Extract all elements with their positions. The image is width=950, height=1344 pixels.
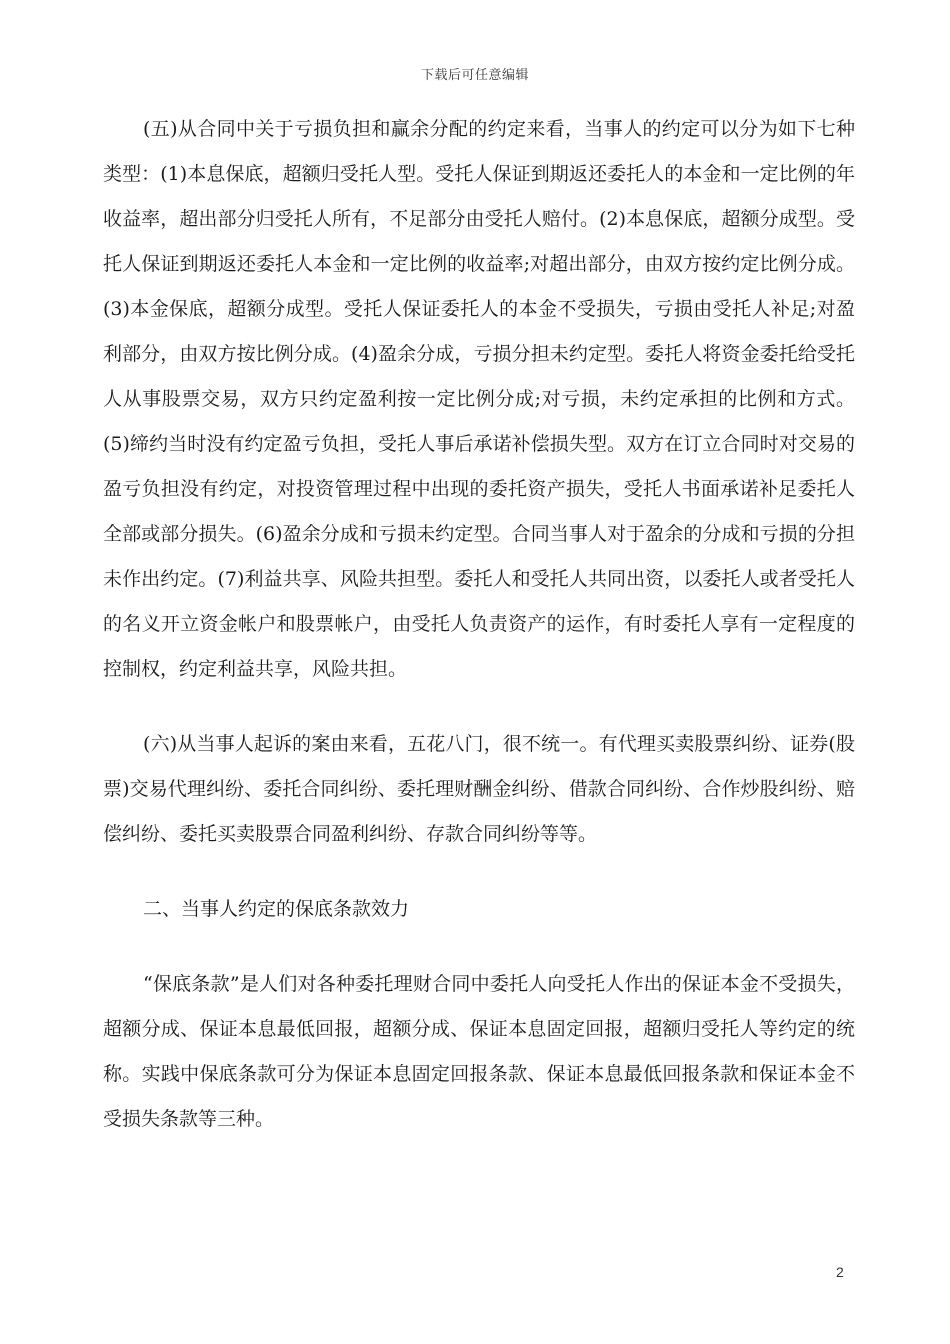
paragraph-case-causes: (六)从当事人起诉的案由来看，五花八门，很不统一。有代理买卖股票纠纷、证券(股票)交易代理纠纷、委托合同纠纷、委托理财酬金纠纷、借款合同纠纷、合作炒股纠纷、赔偿纠纷、委托买卖股票合同盈利纠纷、存款合同纠纷等等。 <box>103 733 855 845</box>
page-header: 下载后可任意编辑 <box>420 68 529 83</box>
paragraph-guarantee-clause: “保底条款”是人们对各种委托理财合同中委托人向受托人作出的保证本金不受损失，超额分成、保证本息最低回报，超额分成、保证本息固定回报，超额归受托人等约定的统称。实践中保底条款可分为保证本息固定回报条款、保证本息最低回报条款和保证本金不受损失条款等三种。 <box>103 973 855 1130</box>
paragraph-contract-types: (五)从合同中关于亏损负担和赢余分配的约定来看，当事人的约定可以分为如下七种类型：(1)本息保底，超额归受托人型。受托人保证到期返还委托人的本金和一定比例的年收益率，超出部分归受托人所有，不足部分由受托人赔付。(2)本息保底，超额分成型。受托人保证到期返还委托人本金和一定比例的收益率;对超出部分，由双方按约定比例分成。(3)本金保底，超额分成型。受托人保证委托人的本金不受损失，亏损由受托人补足;对盈利部分，由双方按比例分成。(4)盈余分成，亏损分担未约定型。委托人将资金委托给受托人从事股票交易，双方只约定盈利按一定比例分成;对亏损，未约定承担的比例和方式。(5)缔约当时没有约定盈亏负担，受托人事后承诺补偿损失型。双方在订立合同时对交易的盈亏负担没有约定，对投资管理过程中出现的委托资产损失，受托人书面承诺补足委托人全部或部分损失。(6)盈余分成和亏损未约定型。合同当事人对于盈余的分成和亏损的分担未作出约定。(7)利益共享、风险共担型。委托人和受托人共同出资，以委托人或者受托人的名义开立资金帐户和股票帐户，由受托人负责资产的运作，有时委托人享有一定程度的控制权，约定利益共享，风险共担。 <box>103 118 855 680</box>
section-heading: 二、当事人约定的保底条款效力 <box>143 898 410 920</box>
document-body <box>103 107 855 1142</box>
page-number: 2 <box>836 1264 844 1280</box>
